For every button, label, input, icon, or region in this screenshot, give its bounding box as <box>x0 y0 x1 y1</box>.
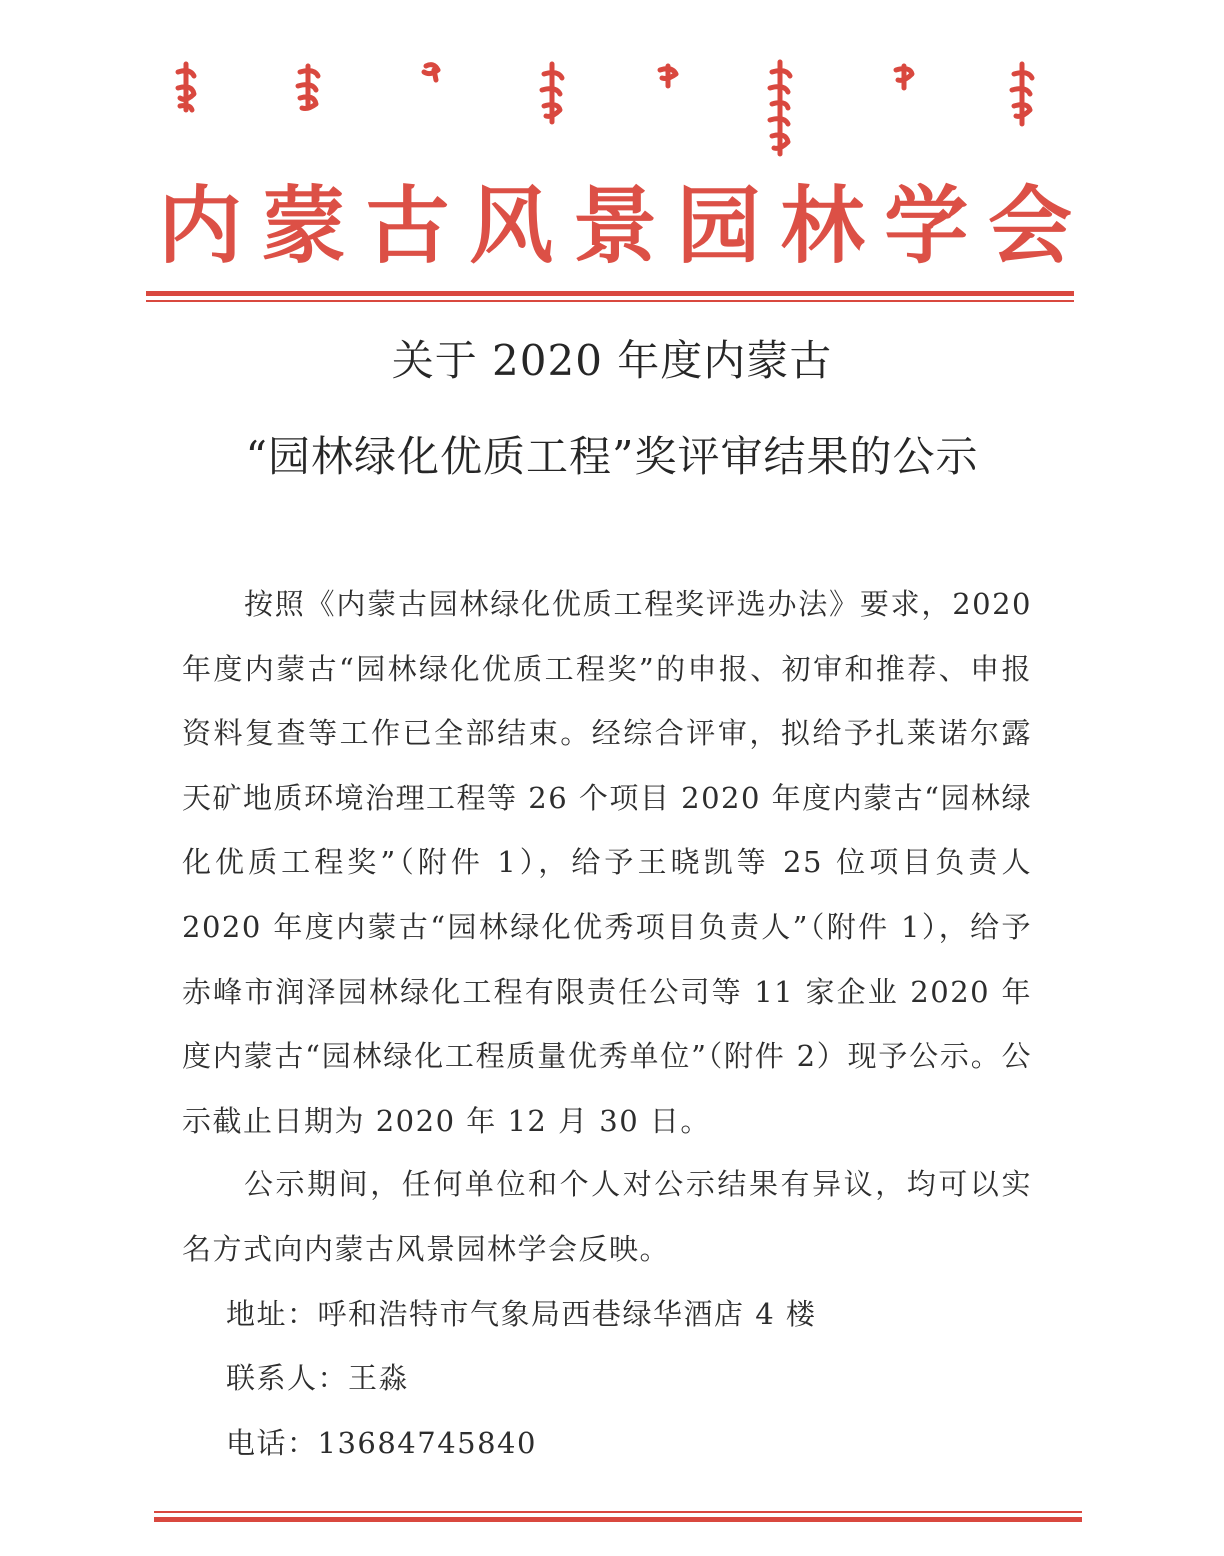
footer-divider-thin <box>154 1511 1082 1513</box>
org-name-char: 古 <box>365 176 450 275</box>
document-title-line-1: 关于 2020 年度内蒙古 <box>391 336 833 385</box>
org-name-char: 学 <box>884 176 969 275</box>
org-name-char: 会 <box>987 176 1072 275</box>
contact-person: 联系人：王淼 <box>226 1361 410 1395</box>
contact-address: 地址：呼和浩特市气象局西巷绿华酒店 4 楼 <box>226 1297 817 1331</box>
letterhead-divider-thick <box>146 291 1074 296</box>
body-paragraph-announcement: 按照《内蒙古园林绿化优质工程奖评选办法》要求，2020 年度内蒙古“园林绿化优质工程奖”的申报、初审和推荐、申报资料复查等工作已全部结束。经综合评审，拟给予扎莱诺尔露天矿地质环境治理工程等 26 个项目 2020 年度内蒙古“园林绿化优质工程奖”（附件 1），给予王晓凯等 25 位项目负责人 2020 年度内蒙古“园林绿化优秀项目负责人”（附件 1），给予赤峰市润泽园林绿化工程有限责任公司等 11 家企业 2020 年度内蒙古“园林绿化工程质量优秀单位”（附件 2）现予公示。公示截止日期为 2020 年 12 月 30 日。 <box>182 587 1032 1138</box>
org-name-char: 内 <box>157 176 242 275</box>
document-title-line-2: “园林绿化优质工程”奖评审结果的公示 <box>245 432 979 481</box>
org-name-char: 风 <box>469 176 554 275</box>
org-name-char: 林 <box>780 176 865 275</box>
body-paragraph-objection: 公示期间，任何单位和个人对公示结果有异议，均可以实名方式向内蒙古风景园林学会反映。 <box>182 1167 1032 1266</box>
org-name-char: 园 <box>676 176 761 275</box>
org-name-char: 景 <box>572 176 657 275</box>
footer-divider-thick <box>154 1517 1082 1522</box>
mongolian-org-name <box>168 58 1048 168</box>
letterhead-divider-thin <box>146 300 1074 302</box>
contact-phone: 电话：13684745840 <box>226 1426 537 1460</box>
org-name-char: 蒙 <box>261 176 346 275</box>
mongolian-script-drawing <box>168 58 1048 168</box>
org-name-heading <box>150 176 1080 276</box>
